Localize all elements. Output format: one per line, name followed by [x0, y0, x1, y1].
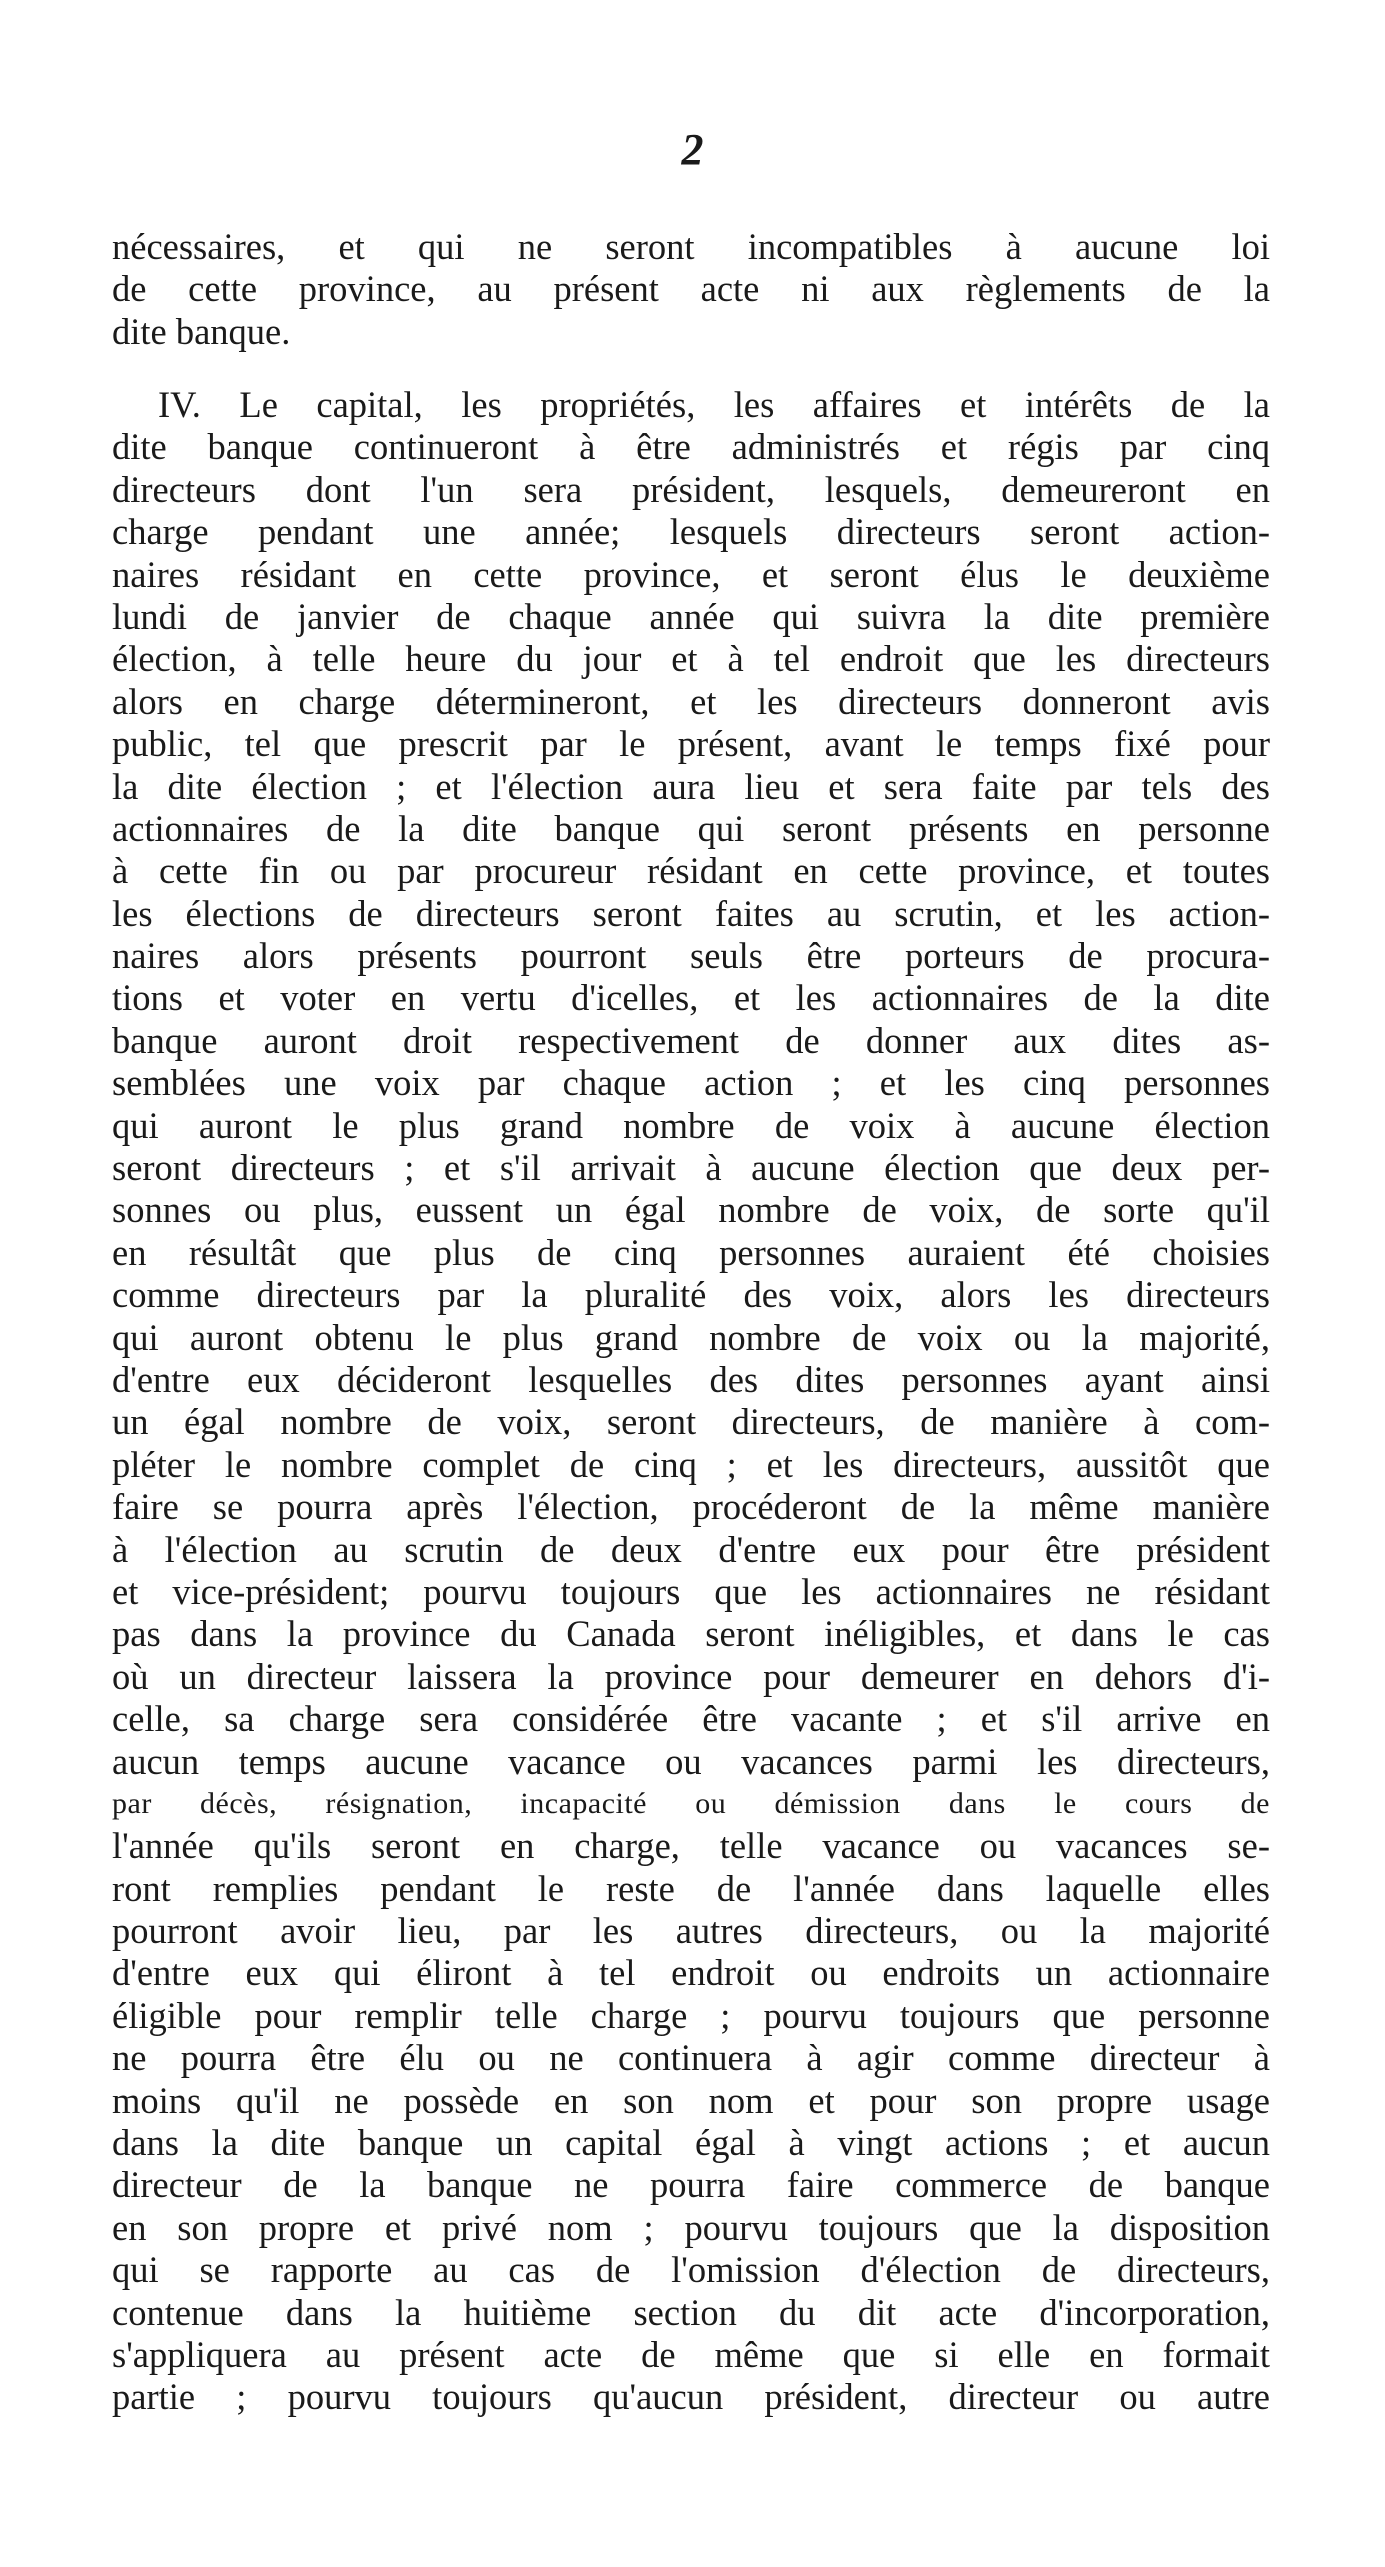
text-line: partie ; pourvu toujours qu'aucun président, directeur ou autre	[112, 2376, 1270, 2418]
text-line: en résultât que plus de cinq personnes auraient été choisies	[112, 1231, 1270, 1273]
text-line: semblées une voix par chaque action ; et les cinq personnes	[112, 1062, 1270, 1104]
text-line: naires alors présents pourront seuls être porteurs de procura-	[112, 935, 1270, 977]
text-line: dans la dite banque un capital égal à vingt actions ; et aucun	[112, 2122, 1270, 2164]
text-line: aucun temps aucune vacance ou vacances parmi les directeurs,	[112, 1740, 1270, 1782]
paragraph-section-iv	[112, 384, 1270, 2419]
text-line: naires résidant en cette province, et seront élus le deuxième	[112, 553, 1270, 595]
text-line: à cette fin ou par procureur résidant en cette province, et toutes	[112, 850, 1270, 892]
text-line: élection, à telle heure du jour et à tel endroit que les directeurs	[112, 638, 1270, 680]
text-line: pourront avoir lieu, par les autres directeurs, ou la majorité	[112, 1910, 1270, 1952]
text-line: dite banque continueront à être administrés et régis par cinq	[112, 426, 1270, 468]
text-line: la dite élection ; et l'élection aura lieu et sera faite par tels des	[112, 765, 1270, 807]
text-line: par décès, résignation, incapacité ou démission dans le cours de	[112, 1786, 1270, 1820]
text-line: sonnes ou plus, eussent un égal nombre de voix, de sorte qu'il	[112, 1189, 1270, 1231]
text-line: qui auront le plus grand nombre de voix à aucune élection	[112, 1104, 1270, 1146]
text-line: d'entre eux décideront lesquelles des dites personnes ayant ainsi	[112, 1358, 1270, 1400]
text-line: à l'élection au scrutin de deux d'entre eux pour être président	[112, 1528, 1270, 1570]
text-line: celle, sa charge sera considérée être vacante ; et s'il arrive en	[112, 1698, 1270, 1740]
text-line: lundi de janvier de chaque année qui suivra la dite première	[112, 595, 1270, 637]
text-line: seront directeurs ; et s'il arrivait à aucune élection que deux per-	[112, 1147, 1270, 1189]
text-line: qui auront obtenu le plus grand nombre de voix ou la majorité,	[112, 1316, 1270, 1358]
text-line: où un directeur laissera la province pour demeurer en dehors d'i-	[112, 1655, 1270, 1697]
page-number: 2	[681, 125, 704, 174]
text-line: banque auront droit respectivement de donner aux dites as-	[112, 1019, 1270, 1061]
text-line: en son propre et privé nom ; pourvu toujours que la disposition	[112, 2206, 1270, 2248]
text-line: qui se rapporte au cas de l'omission d'élection de directeurs,	[112, 2249, 1270, 2291]
text-line: alors en charge détermineront, et les directeurs donneront avis	[112, 680, 1270, 722]
text-line: dite banque.	[112, 310, 291, 352]
paragraph-continuation	[112, 226, 1270, 353]
text-line: les élections de directeurs seront faites au scrutin, et les action-	[112, 892, 1270, 934]
text-line: l'année qu'ils seront en charge, telle vacance ou vacances se-	[112, 1825, 1270, 1867]
text-line: de cette province, au présent acte ni aux règlements de la	[112, 268, 1270, 310]
text-line: un égal nombre de voix, seront directeurs, de manière à com-	[112, 1401, 1270, 1443]
text-line: pas dans la province du Canada seront inéligibles, et dans le cas	[112, 1613, 1270, 1655]
text-line: public, tel que prescrit par le présent, avant le temps fixé pour	[112, 723, 1270, 765]
text-line: d'entre eux qui éliront à tel endroit ou endroits un actionnaire	[112, 1952, 1270, 1994]
text-line: directeur de la banque ne pourra faire commerce de banque	[112, 2164, 1270, 2206]
text-line: IV. Le capital, les propriétés, les affaires et intérêts de la	[158, 384, 1270, 425]
text-line: comme directeurs par la pluralité des voix, alors les directeurs	[112, 1274, 1270, 1316]
text-line: ront remplies pendant le reste de l'année dans laquelle elles	[112, 1867, 1270, 1909]
text-line: charge pendant une année; lesquels directeurs seront action-	[112, 511, 1270, 553]
text-line: nécessaires, et qui ne seront incompatibles à aucune loi	[112, 226, 1270, 267]
text-line: moins qu'il ne possède en son nom et pour son propre usage	[112, 2079, 1270, 2121]
text-line: et vice-président; pourvu toujours que les actionnaires ne résidant	[112, 1570, 1270, 1612]
text-line: actionnaires de la dite banque qui seront présents en personne	[112, 807, 1270, 849]
text-line: faire se pourra après l'élection, procéderont de la même manière	[112, 1486, 1270, 1528]
text-line: s'appliquera au présent acte de même que si elle en formait	[112, 2333, 1270, 2375]
text-line: pléter le nombre complet de cinq ; et les directeurs, aussitôt que	[112, 1443, 1270, 1485]
text-line: ne pourra être élu ou ne continuera à agir comme directeur à	[112, 2037, 1270, 2079]
text-line: éligible pour remplir telle charge ; pourvu toujours que personne	[112, 1994, 1270, 2036]
text-line: tions et voter en vertu d'icelles, et les actionnaires de la dite	[112, 977, 1270, 1019]
text-line: directeurs dont l'un sera président, lesquels, demeureront en	[112, 468, 1270, 510]
text-line: contenue dans la huitième section du dit acte d'incorporation,	[112, 2291, 1270, 2333]
